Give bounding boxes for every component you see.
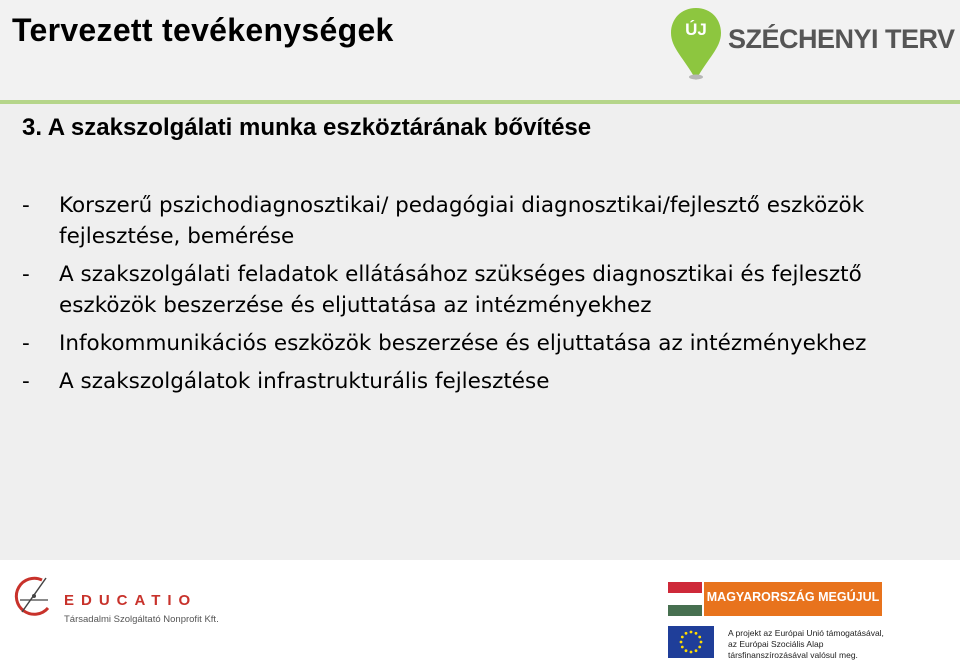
location-pin-icon (668, 6, 724, 82)
list-item (22, 259, 942, 321)
footer (0, 560, 960, 666)
section-subtitle: 3. A szakszolgálati munka eszköztárának bővítése (22, 114, 592, 141)
banner-text: MAGYARORSZÁG MEGÚJUL (706, 590, 880, 604)
eu-flag-icon (668, 626, 714, 658)
banner-bar (704, 582, 882, 616)
bullet-marker: - (22, 262, 30, 287)
educatio-logo (12, 574, 232, 634)
bullet-marker: - (22, 193, 30, 218)
list-item-text: A szakszolgálati feladatok ellátásához szükséges diagnosztikai és fejlesztő eszközök beszerzése és eljuttatása az intézményekhez (59, 262, 862, 318)
eu-funding-line: az Európai Szociális Alap (728, 639, 824, 649)
list-item (22, 190, 942, 252)
main-content (0, 104, 960, 560)
eu-funding-line: A projekt az Európai Unió támogatásával, (728, 628, 884, 638)
page-title: Tervezett tevékenységek (12, 12, 394, 48)
educatio-name: EDUCATIO (64, 592, 198, 609)
bullet-list (22, 190, 942, 404)
szechenyi-terv-logo (668, 6, 955, 90)
compass-arc-icon (12, 574, 56, 618)
bullet-marker: - (22, 369, 30, 394)
eu-funding-line: társfinanszírozásával valósul meg. (728, 650, 858, 660)
hungarian-flag-icon (668, 582, 702, 616)
eu-funding-text (728, 628, 884, 661)
list-item (22, 366, 942, 397)
educatio-subtitle: Társadalmi Szolgáltató Nonprofit Kft. (64, 614, 219, 625)
magyarorszag-megujul-banner (668, 580, 882, 616)
logo-name: SZÉCHENYI TERV (728, 24, 955, 54)
logo-pin-text: ÚJ (685, 20, 707, 39)
list-item-text: Korszerű pszichodiagnosztikai/ pedagógiai diagnosztikai/fejlesztő eszközök fejlesztése, bemérése (59, 193, 865, 249)
header (0, 0, 960, 100)
bullet-marker: - (22, 331, 30, 356)
list-item-text: A szakszolgálatok infrastrukturális fejlesztése (59, 369, 550, 394)
list-item (22, 328, 942, 359)
list-item-text: Infokommunikációs eszközök beszerzése és eljuttatása az intézményekhez (59, 331, 867, 356)
